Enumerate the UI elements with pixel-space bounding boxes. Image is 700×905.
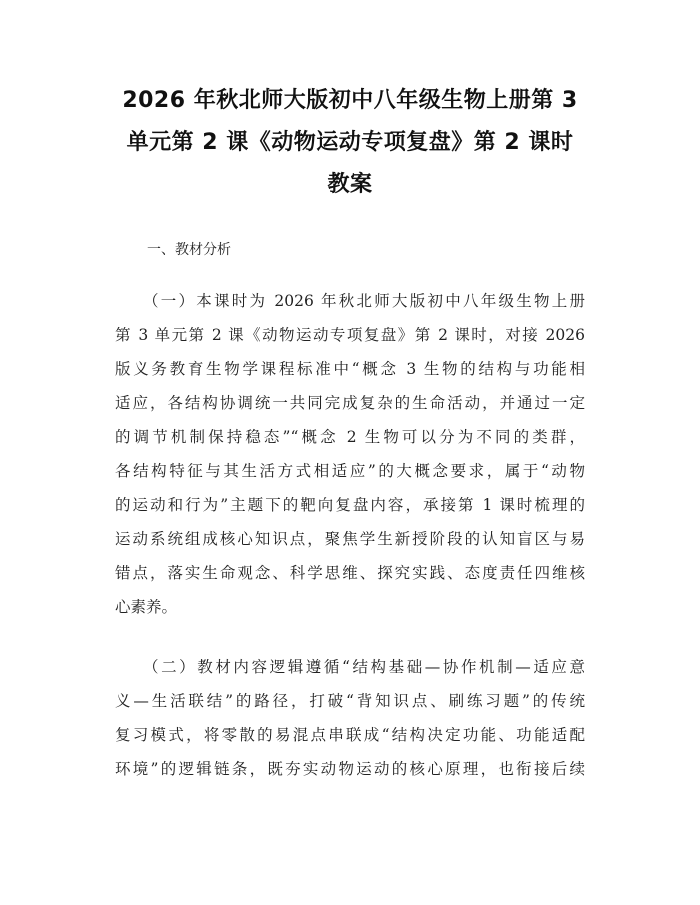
paragraph-line: 环境”的逻辑链条，既夯实动物运动的核心原理，也衔接后续	[115, 760, 585, 778]
title-line-2: 单元第 2 课《动物运动专项复盘》第 2 课时	[126, 130, 574, 155]
paragraph-line: 心素养。	[115, 598, 178, 616]
paragraph-2	[115, 650, 585, 786]
paragraph-line: （一）本课时为 2026 年秋北师大版初中八年级生物上册	[143, 292, 585, 310]
paragraph-line: 的运动和行为”主题下的靶向复盘内容，承接第 1 课时梳理的	[115, 496, 585, 514]
paragraph-line: 运动系统组成核心知识点，聚焦学生新授阶段的认知盲区与易	[115, 530, 585, 548]
paragraph-line: （二）教材内容逻辑遵循“结构基础—协作机制—适应意	[143, 658, 585, 676]
paragraph-line: 义—生活联结”的路径，打破“背知识点、刷练习题”的传统	[115, 692, 585, 710]
paragraph-line: 第 3 单元第 2 课《动物运动专项复盘》第 2 课时，对接 2026	[115, 326, 585, 344]
paragraph-1	[115, 284, 585, 624]
paragraph-line: 各结构特征与其生活方式相适应”的大概念要求，属于“动物	[115, 462, 585, 480]
paragraph-line: 复习模式，将零散的易混点串联成“结构决定功能、功能适配	[115, 726, 585, 744]
paragraph-line: 版义务教育生物学课程标准中“概念 3 生物的结构与功能相	[115, 360, 585, 378]
title-line-1: 2026 年秋北师大版初中八年级生物上册第 3	[122, 88, 578, 113]
section-heading: 一、教材分析	[147, 242, 231, 258]
paragraph-line: 的调节机制保持稳态”“概念 2 生物可以分为不同的类群，	[115, 428, 585, 446]
paragraph-line: 适应，各结构协调统一共同完成复杂的生命活动，并通过一定	[115, 394, 585, 412]
title-line-3: 教案	[327, 172, 373, 197]
paragraph-line: 错点，落实生命观念、科学思维、探究实践、态度责任四维核	[115, 564, 585, 582]
document-title	[90, 80, 610, 206]
